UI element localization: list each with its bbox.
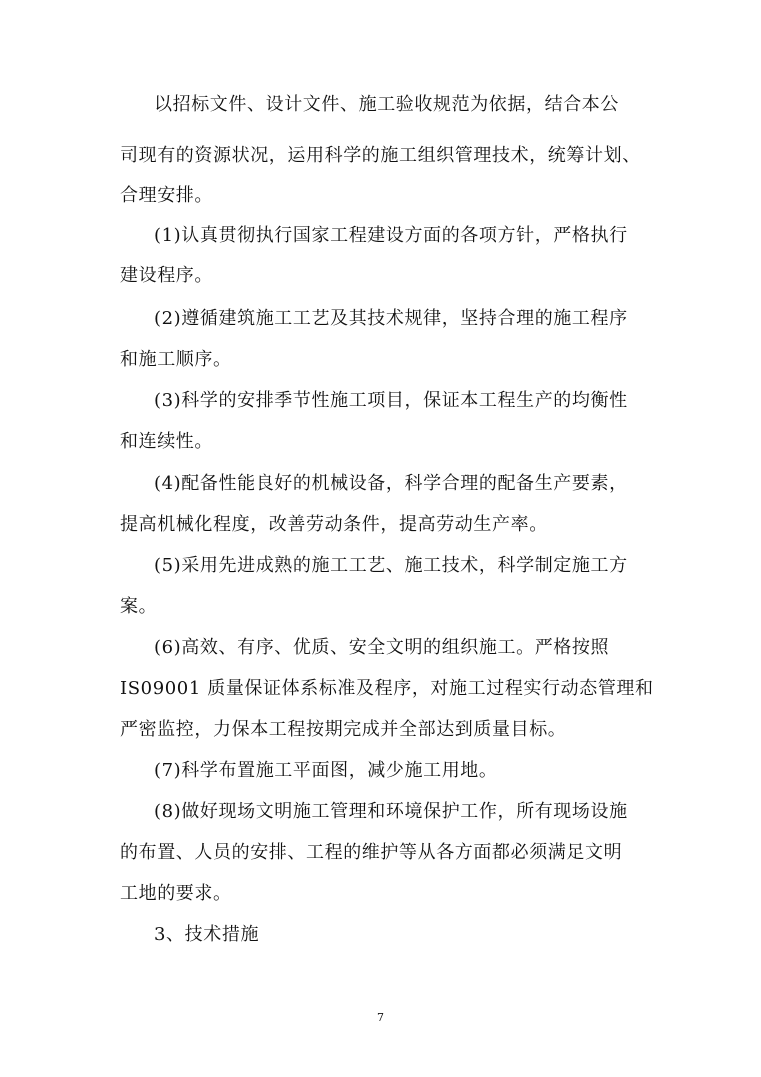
paragraph-line: (4)配备性能良好的机械设备，科学合理的配备生产要素，	[154, 473, 628, 494]
paragraph-line: 提高机械化程度，改善劳动条件，提高劳动生产率。	[120, 514, 548, 535]
paragraph-line: (7)科学布置施工平面图，减少施工用地。	[154, 760, 498, 781]
paragraph-line: 和连续性。	[120, 431, 213, 452]
paragraph-line: 和施工顺序。	[120, 349, 232, 370]
paragraph-line: (1)认真贯彻执行国家工程建设方面的各项方针，严格执行	[154, 225, 628, 246]
paragraph-line: 严密监控，力保本工程按期完成并全部达到质量目标。	[120, 719, 567, 740]
paragraph-line: (5)采用先进成熟的施工工艺、施工技术，科学制定施工方	[154, 555, 628, 576]
section-heading: 3、技术措施	[154, 924, 260, 945]
paragraph-line: (2)遵循建筑施工工艺及其技术规律，坚持合理的施工程序	[154, 308, 628, 329]
paragraph-line: (8)做好现场文明施工管理和环境保护工作，所有现场设施	[154, 801, 628, 822]
paragraph-line: 工地的要求。	[120, 883, 232, 904]
paragraph-line: 合理安排。	[120, 185, 213, 206]
paragraph-line: 的布置、人员的安排、工程的维护等从各方面都必须满足文明	[120, 842, 623, 863]
paragraph-line: (3)科学的安排季节性施工项目，保证本工程生产的均衡性	[154, 390, 628, 411]
paragraph-line: 案。	[120, 596, 158, 617]
paragraph-line: (6)高效、有序、优质、安全文明的组织施工。严格按照	[154, 637, 610, 658]
page-number: 7	[377, 1011, 384, 1024]
paragraph-line: 司现有的资源状况，运用科学的施工组织管理技术，统筹计划、	[120, 145, 641, 166]
paragraph-line: 以招标文件、设计文件、施工验收规范为依据，结合本公	[154, 94, 619, 115]
paragraph-line: IS09001 质量保证体系标准及程序，对施工过程实行动态管理和	[120, 678, 654, 699]
paragraph-line: 建设程序。	[120, 265, 213, 286]
